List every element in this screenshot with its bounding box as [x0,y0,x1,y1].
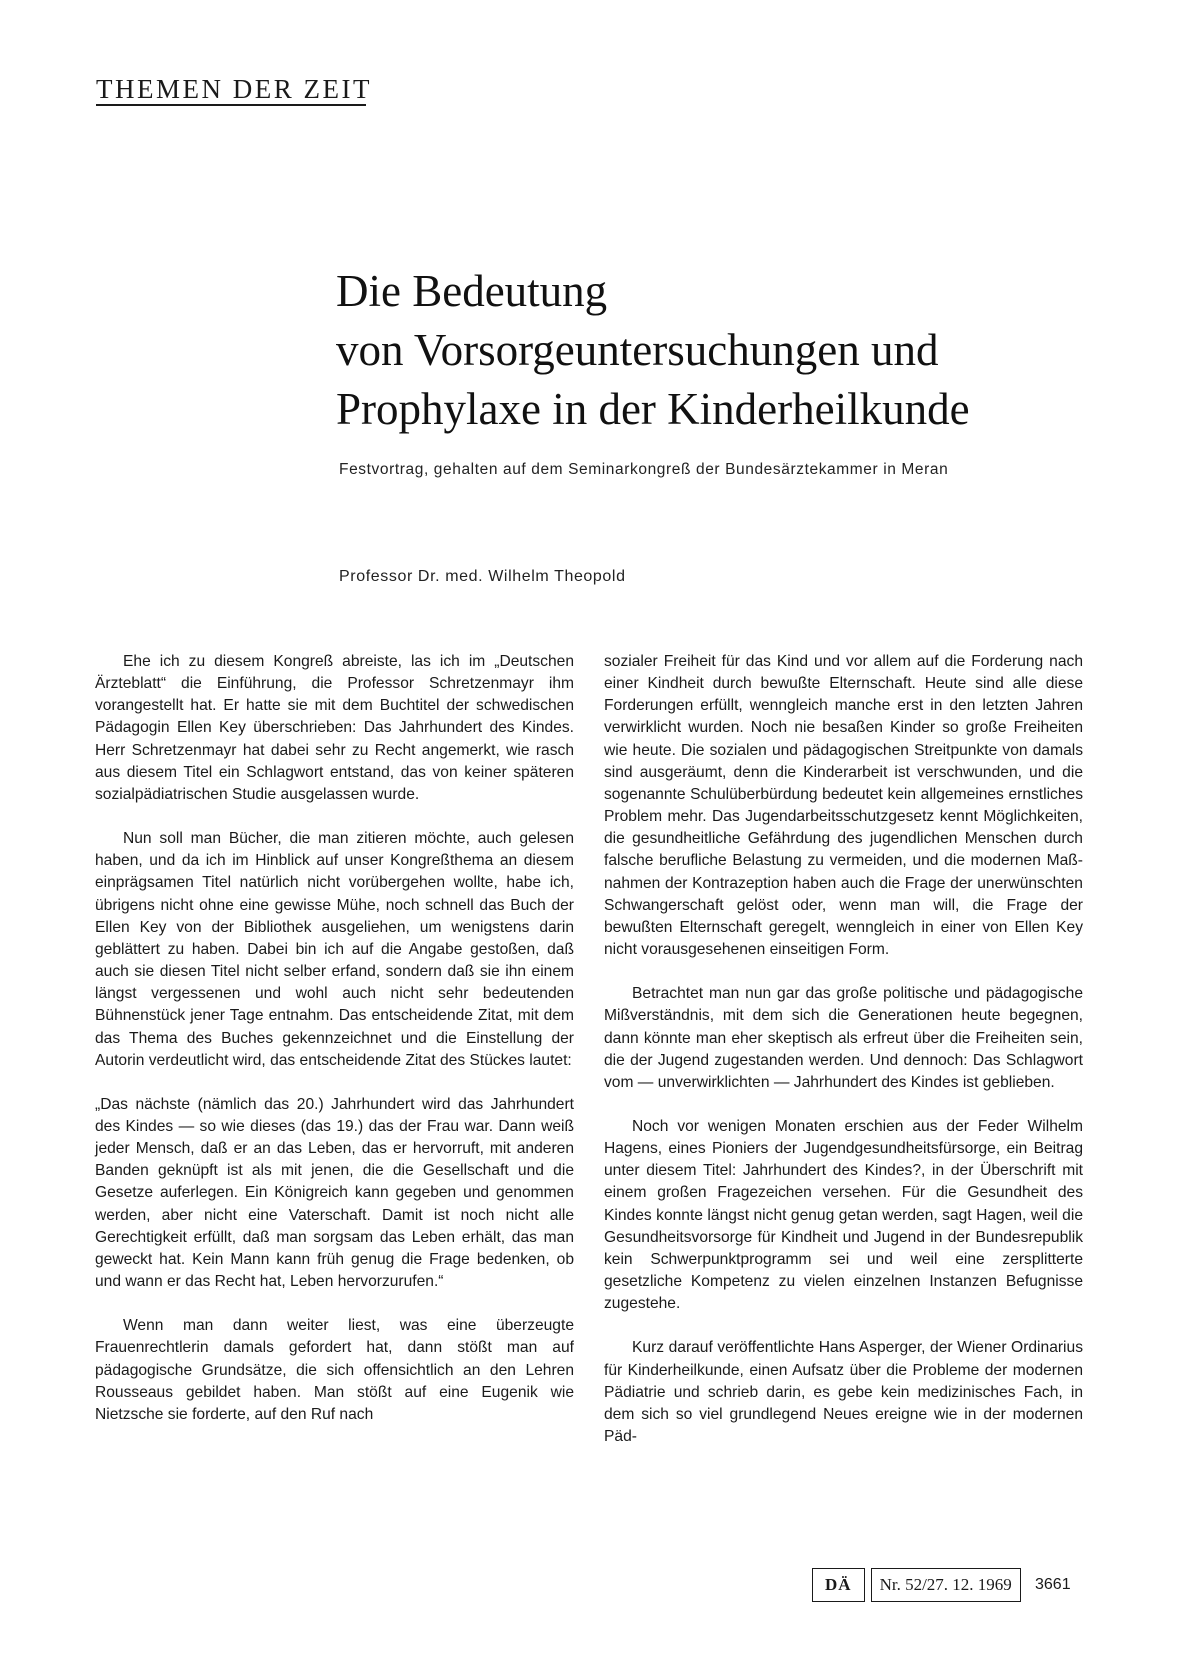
paragraph: Nun soll man Bücher, die man zitieren möchte, auch gelesen haben, und da ich im Hinblick auf unser Kongreßthema an diesem einprägsamen Titel natürlich nicht vorübergehen wollte, habe ich, übrigens nicht ohne eine gewisse Mühe, noch schnell das Buch der Ellen Key von der Bibliothek ausgeliehen, um wenigstens darin geblättert zu haben. Dabei bin ich auf die Angabe gestoßen, daß auch sie diesen Titel nicht selber erfand, sondern daß sie ihn einem längst vergessenen und wohl auch nicht sehr bedeutenden Bühnenstück jener Tage entnahm. Das entscheidende Zitat, mit dem das Thema des Buches gekennzeichnet und die Einstellung der Autorin verdeutlicht wird, das entscheidende Zitat des Stückes lautet: [95,830,574,1069]
footer-issue-box [812,1568,1021,1602]
issue-info: Nr. 52/27. 12. 1969 [871,1568,1021,1602]
text-column-left [95,651,574,1448]
paragraph: sozialer Freiheit für das Kind und vor allem auf die Forderung nach einer Kindheit durch bewußte Elternschaft. Heute sind alle diese Forderungen erfüllt, wenngleich manche erst in den letzten Jahren verwirklicht wurden. Noch nie besaßen Kinder so große Freiheiten wie heute. Die sozialen und pädagogischen Streitpunkte von damals sind ausgeräumt, denn die Kinderarbeit ist verschwunden, und die sogenannte Schulüberbürdung bedeutet kein allgemeines ernstliches Problem mehr. Das Jugendarbeitsschutzgesetz kennt Möglichkeiten, die gesundheitliche Gefährdung des jugendlichen Menschen durch falsche berufliche Belastung zu vermeiden, und die modernen Maßnahmen der Kontrazeption haben auch die Frage der unerwünschten Schwangerschaft gelöst oder, wenn man will, die Frage der bewußten Elternschaft geregelt, wenngleich in einer von Ellen Key nicht vorausgesehenen einseitigen Form. [604,653,1083,959]
article-title-line: Die Bedeutung [336,266,608,316]
paragraph: Kurz darauf veröffentlichte Hans Asperger, der Wiener Ordinarius für Kinderheilkunde, einen Aufsatz über die Probleme der modernen Pädiatrie und schrieb darin, es gebe kein medizinisches Fach, in dem sich so viel grundlegend Neues ereigne wie in der modernen Päd- [604,1339,1083,1445]
paragraph: Wenn man dann weiter liest, was eine überzeugte Frauenrechtlerin damals gefordert hat, dann stößt man auf pädagogische Grundsätze, die sich offensichtlich an den Lehren Rousseaus gebildet haben. Man stößt auf eine Eugenik wie Nietzsche sie forderte, auf den Ruf nach [95,1317,574,1423]
page-number: 3661 [1035,1576,1071,1593]
journal-logo: DÄ [812,1568,865,1602]
section-header-rule [96,104,366,106]
paragraph: Ehe ich zu diesem Kongreß abreiste, las ich im „Deutschen Ärzteblatt“ die Einführung, die Professor Schretzenmayr ihm vorangestellt hat. Er hatte sie mit dem Buchtitel der schwedischen Pädagogin Ellen Key überschrieben: Das Jahrhundert des Kindes. Herr Schretzenmayr hat dabei sehr zu Recht angemerkt, wie rasch aus diesem Titel ein Schlagwort entstand, das von keiner späteren sozialpädiatrischen Studie ausgelassen wurde. [95,653,574,803]
article-subtitle: Festvortrag, gehalten auf dem Seminarkongreß der Bundesärztekammer in Meran [339,461,949,478]
article-author: Professor Dr. med. Wilhelm Theopold [339,568,626,585]
article-title [336,262,1116,439]
article-title-line: von Vorsorgeuntersuchungen und [336,325,939,375]
section-header: THEMEN DER ZEIT [96,74,372,104]
quote-paragraph: „Das nächste (nämlich das 20.) Jahrhundert wird das Jahrhundert des Kindes — so wie dieses (das 19.) das der Frau war. Dann weiß jeder Mensch, daß er an das Leben, das er hervorruft, mit anderen Banden geknüpft ist als mit jenen, die die Gesellschaft und die Gesetze auferlegen. Ein Königreich kann gegeben und genommen werden, aber nicht eine Vaterschaft. Damit ist noch nicht alle Gerechtigkeit erfüllt, daß man sorgsam das Leben erhält, das man geweckt hat. Kein Mann kann früh genug die Frage bedenken, ob und wann er das Recht hat, Leben hervorzurufen.“ [95,1095,574,1291]
article-title-line: Prophylaxe in der Kinderheilkunde [336,384,970,434]
text-column-right [604,651,1083,1470]
paragraph: Noch vor wenigen Monaten erschien aus der Feder Wilhelm Hagens, eines Pioniers der Jugendgesundheitsfürsorge, ein Beitrag unter diesem Titel: Jahrhundert des Kindes?, in der Überschrift mit einem großen Fragezeichen versehen. Für die Gesundheit des Kindes konnte längst nicht genug getan werden, sagt Hagen, weil die Gesundheitsvorsorge für Kindheit und Jugend in der Bundesrepublik kein Schwerpunktprogramm sei und weil eine zersplitterte gesetzliche Kompetenz zu vielen einzelnen Instanzen Befugnisse zugestehe. [604,1117,1083,1313]
paragraph: Betrachtet man nun gar das große politische und pädagogische Mißverständnis, mit dem sich die Generationen heute begegnen, dann könnte man eher skeptisch als erfreut über die Freiheiten sein, die der Jugend zugestanden werden. Und dennoch: Das Schlagwort vom — unverwirklichten — Jahrhundert des Kindes ist geblieben. [604,985,1083,1091]
